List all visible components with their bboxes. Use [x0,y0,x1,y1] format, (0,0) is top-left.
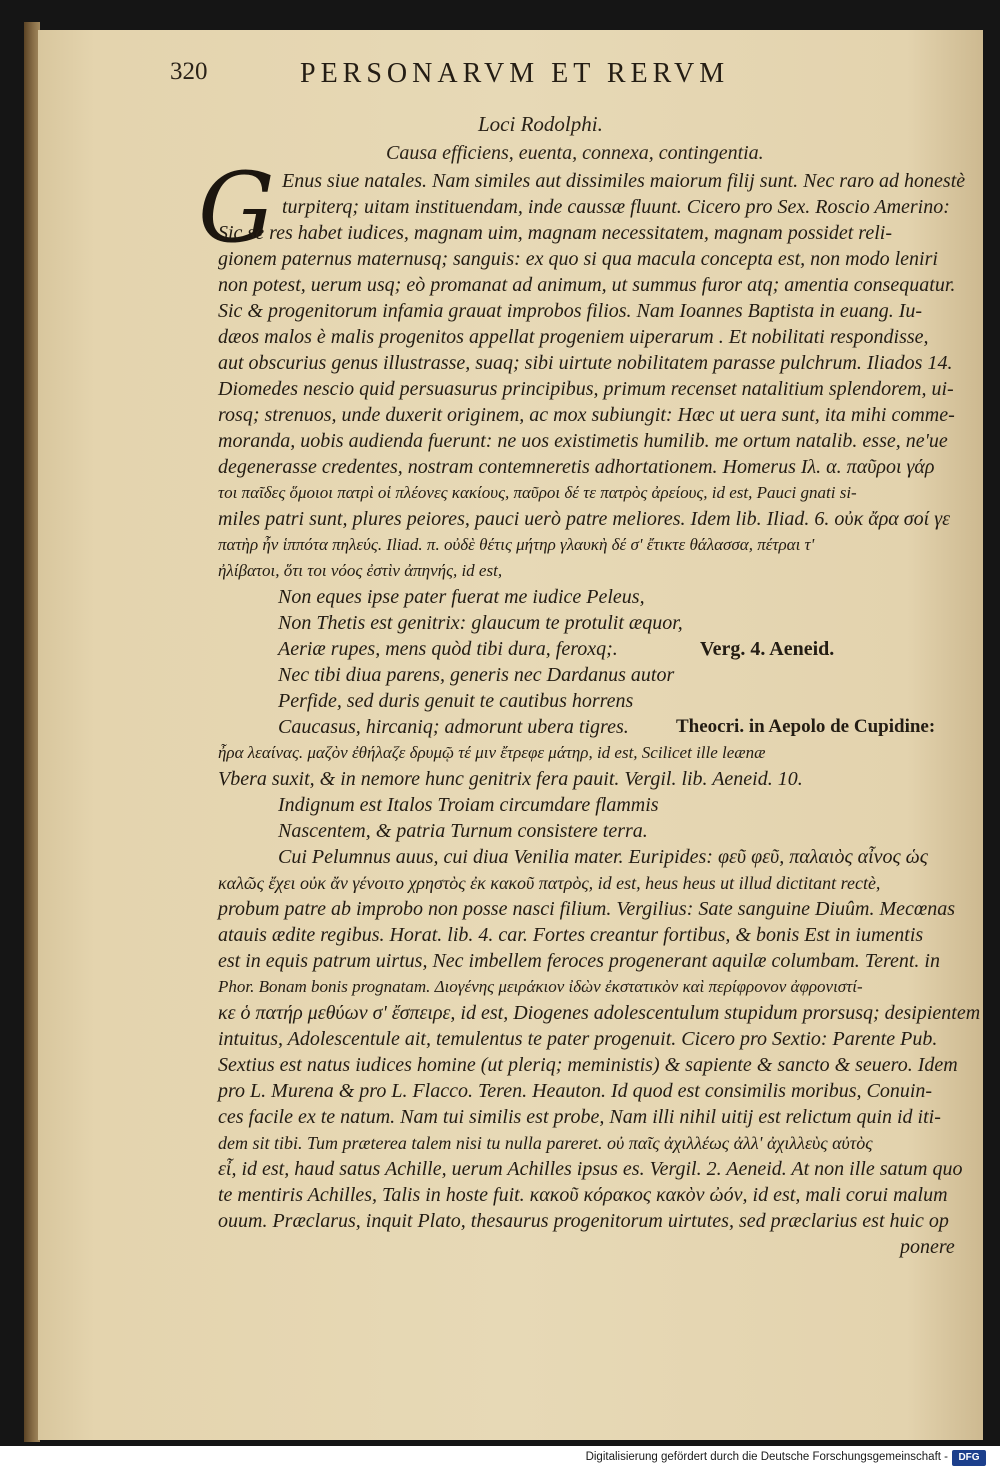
text-line: κε ὁ πατήρ μεθύων σ' ἔσπειρε, id est, Diogenes adolescentulum stupidum prorsusq; desipientem [218,1002,981,1024]
text-line: καλῶς ἔχει οὐκ ἄν γένοιτο χρηστὸς ἐκ κακοῦ πατρὸς, id est, heus heus ut illud dictitant rectè, [218,873,881,893]
verse-line: Aeriæ rupes, mens quòd tibi dura, feroxq;. [278,638,618,660]
text-line: Sic & progenitorum infamia grauat improbos filios. Nam Ioannes Baptista in euang. Iu- [218,300,923,322]
text-line: te mentiris Achilles, Talis in hoste fuit. κακοῦ κόρακος κακὸν ὠόν, id est, mali corui malum [218,1184,948,1206]
text-line: τοι παῖδες ὅμοιοι πατρὶ οἱ πλέονες κακίους, παῦροι δέ τε πατρὸς ἀρείους, id est, Pauci gnati si- [218,483,857,502]
text-line: Sextius est natus iudices homine (ut pleriq; meministis) & sapiente & sancto & seuero. Idem [218,1054,958,1076]
section-title: Loci Rodolphi. [478,112,603,136]
text-line: turpiterq; uitam instituendam, inde caussæ fluunt. Cicero pro Sex. Roscio Amerino: [282,196,950,218]
dfg-logo-icon: DFG [952,1450,986,1466]
text-line: ces facile ex te natum. Nam tui similis est probe, Nam illi nihil uitij est relictum quin id iti- [218,1106,941,1128]
text-line: miles patri sunt, plures peiores, pauci uerò patre meliores. Idem lib. Iliad. 6. οὐκ ἄρα σοί γε [218,508,950,530]
text-line: dem sit tibi. Tum præterea talem nisi tu nulla pareret. οὐ παῖς ἀχιλλέως ἀλλ' ἀχιλλεὺς αὐτὸς [218,1133,873,1153]
text-line: est in equis patrum uirtus, Nec imbellem feroces progenerant aquilæ columbam. Terent. in [218,950,940,972]
text-line: Cui Pelumnus auus, cui diua Venilia mater. Euripides: φεῦ φεῦ, παλαιὸς αἶνος ὡς [278,846,928,868]
text-line: Vbera suxit, & in nemore hunc genitrix fera pauit. Vergil. lib. Aeneid. 10. [218,768,803,790]
verse-line: Nascentem, & patria Turnum consistere terra. [278,820,648,842]
running-head: PERSONARVM ET RERVM [300,58,730,89]
text-line: ouum. Præclarus, inquit Plato, thesaurus progenitorum uirtutes, sed præclarius est huic op [218,1210,949,1232]
text-line: πατὴρ ἦν ἱππότα πηλεύς. Iliad. π. οὐδὲ θέτις μήτηρ γλαυκὴ δέ σ' ἔτικτε θάλασσα, πέτραι τ' [218,535,815,554]
page-header [0,58,1000,92]
text-line: probum patre ab improbo non posse nasci filium. Vergilius: Sate sanguine Diuûm. Mecœnas [218,898,955,920]
text-line: intuitus, Adolescentule ait, temulentus te pater progenuit. Cicero pro Sextio: Parente Pub. [218,1028,938,1050]
text-line: Diomedes nescio quid persuasurus principibus, primum recenset natalitium splendorem, ui- [218,378,954,400]
text-line: dæos malos è malis progenitos appellat progeniem uiperarum . Et nobilitati respondisse, [218,326,929,348]
text-line: non potest, uerum usq; eò promanat ad animum, ut summus furor atq; amentia consequatur. [218,274,956,296]
verse-line: Indignum est Italos Troiam circumdare flammis [278,794,659,816]
page-number: 320 [170,58,208,85]
text-line: Phor. Bonam bonis prognatam. Διογένης μειράκιον ἰδὼν ἐκστατικὸν καὶ περίφρονον ἀφρονιστί- [218,977,863,996]
verse-line: Nec tibi diua parens, generis nec Dardanus autor [278,664,675,686]
verse-line: Non Thetis est genitrix: glaucum te protulit æquor, [278,612,683,634]
section-subtitle: Causa efficiens, euenta, connexa, contingentia. [386,142,764,164]
verse-line: Non eques ipse pater fuerat me iudice Peleus, [278,586,645,608]
text-line: Enus siue natales. Nam similes aut dissimiles maiorum filij sunt. Nec raro ad honestè [282,170,966,192]
text-line: ἦρα λεαίνας. μαζὸν ἐθήλαζε δρυμῷ τέ μιν ἔτρεφε μάτηρ, id est, Scilicet ille leænæ [218,743,766,762]
margin-note-verg: Verg. 4. Aeneid. [700,638,835,660]
digitization-footer [0,1446,1000,1472]
text-line: aut obscurius genus illustrasse, suaq; sibi uirtute nobilitatem parasse pulchrum. Iliados 14. [218,352,953,374]
verse-line: Caucasus, hircaniq; admorunt ubera tigres. [278,716,629,738]
text-line: ἠλίβατοι, ὅτι τοι νόος ἐστὶν ἀπηνής, id est, [218,561,503,580]
text-line: moranda, uobis audienda fuerunt: ne uos existimetis humilib. me ortum natalib. esse, ne'ue [218,430,948,452]
text-line: pro L. Murena & pro L. Flacco. Teren. Heauton. Id quod est consimilis moribus, Conuin- [218,1080,933,1102]
drop-capital: G [198,152,275,264]
text-line: degenerasse credentes, nostram contemneretis adhortationem. Homerus Ιλ. α. παῦροι γάρ [218,456,935,478]
footer-credit-text: Digitalisierung gefördert durch die Deutsche Forschungsgemeinschaft - [585,1451,948,1463]
text-line: Sic se res habet iudices, magnam uim, magnam necessitatem, magnam possidet reli- [218,222,892,244]
catchword: ponere [900,1236,955,1258]
verse-line: Perfide, sed duris genuit te cautibus horrens [278,690,634,712]
margin-note-theocri: Theocri. in Aepolo de Cupidine: [676,716,936,737]
text-line: rosq; strenuos, unde duxerit originem, ac mox subiungit: Hæc ut uera sunt, ita mihi comme- [218,404,955,426]
text-line: εἶ, id est, haud satus Achille, uerum Achilles ipsus es. Vergil. 2. Aeneid. At non ille satum quo [218,1158,963,1180]
text-line: gionem paternus maternusq; sanguis: ex quo si qua macula concepta est, non modo leniri [218,248,938,270]
text-line: atauis ædite regibus. Horat. lib. 4. car. Fortes creantur fortibus, & bonis Est in iumentis [218,924,924,946]
